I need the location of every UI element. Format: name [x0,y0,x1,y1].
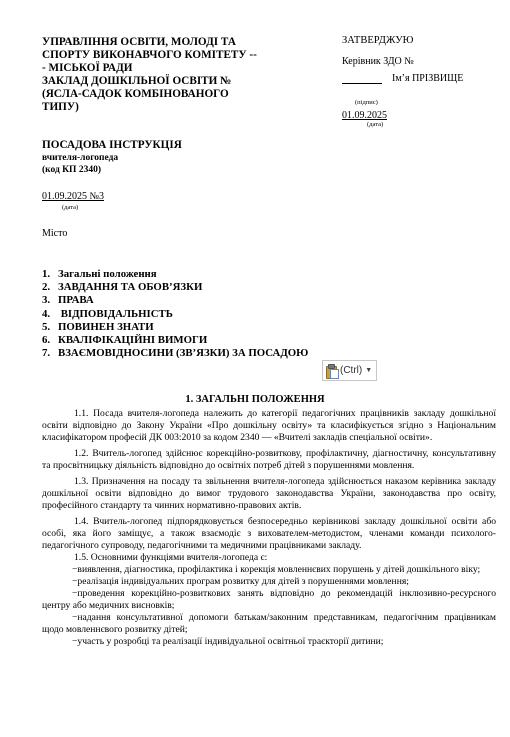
list-item: −проведення корекційно-розвиткових занять відповідно до рекомендацій інклюзивно-ресурсного центру або медичних висновків; [42,588,496,611]
toc-item[interactable]: 2. ЗАВДАННЯ ТА ОБОВ’ЯЗКИ [42,281,203,294]
approval-date-caption: (дата) [367,121,384,128]
list-item: −виявлення, діагностика, профілактика і корекція мовленнєвих порушень у дітей дошкільного віку; [72,564,481,575]
org-line-5: (ЯСЛА-САДОК КОМБІНОВАНОГО [42,88,229,100]
approval-head-label: Керівник ЗДО № [342,56,414,67]
document-date-caption: (дата) [62,204,79,211]
toc-item[interactable]: 3. ПРАВА [42,294,94,307]
section-body [42,408,496,648]
paste-options-label: (Ctrl) [340,365,363,376]
section-title: 1. ЗАГАЛЬНІ ПОЛОЖЕННЯ [185,394,325,405]
org-line-2: СПОРТУ ВИКОНАВЧОГО КОМІТЕТУ -- [42,49,257,61]
paragraph-1-4: 1.4. Вчитель-логопед підпорядковується безпосередньо керівникові закладу дошкільної освіти або особі, яка його заміщує, а також взаємодіє з вихователем-методистом, членами команди психолого-педагогічного супроводу, педагогічними та медичними працівниками закладу. [42,516,496,551]
approval-title: ЗАТВЕРДЖУЮ [342,35,414,46]
document-date-number: 01.09.2025 №3 [42,191,105,202]
paragraph-1-5: 1.5. Основними функціями вчителя-логопеда є: [74,552,268,563]
approval-date: 01.09.2025 [342,110,387,121]
document-position: вчителя-логопеда [42,153,119,163]
paragraph-1-3: 1.3. Призначення на посаду та звільнення вчителя-логопеда здійснюється наказом керівника закладу дошкільної освіти відповідно до вимог трудового законодавства України, законодавства про освіту, професійного стандарту та чинних нормативно-правових актів. [42,476,496,511]
list-item: −участь у розробці та реалізації індивідуальної освітньої траєкторії дитини; [72,636,384,647]
signature-caption: (підпис) [355,99,378,106]
org-line-1: УПРАВЛІННЯ ОСВІТИ, МОЛОДІ ТА [42,36,236,48]
signature-blank [342,75,382,84]
toc-item[interactable]: 5. ПОВИНЕН ЗНАТИ [42,320,154,333]
paragraph-1-1: 1.1. Посада вчителя-логопеда належить до категорії педагогічних працівників закладу дошкільної освіти відповідно до Закону України «Про дошкільну освіту» та класифікується згідно з Національним класифікатором професій ДК 003:2010 за кодом 2340 — «Вчителі закладів спеціальної освіти». [42,408,496,443]
paste-options-button[interactable] [322,360,377,381]
list-item: −реалізація індивідуальних програм розвитку для дітей з порушеннями мовлення; [72,576,409,587]
approval-head [342,56,414,67]
clipboard-icon [325,364,337,378]
toc-item[interactable]: 7. ВЗАЄМОВІДНОСИНИ (ЗВ’ЯЗКИ) ЗА ПОСАДОЮ [42,347,309,360]
table-of-contents [42,268,308,360]
org-line-4: ЗАКЛАД ДОШКІЛЬНОЇ ОСВІТИ № [42,75,232,87]
document-code: (код КП 2340) [42,165,101,175]
toc-item[interactable]: 1. Загальні положення [42,268,157,280]
chevron-down-icon: ▼ [365,367,373,374]
organization-header [42,36,277,114]
document-subtitle [42,152,118,176]
org-line-3: - МІСЬКОЇ РАДИ [42,62,133,74]
list-item: −надання консультативної допомоги батькам/законним представникам, педагогічним працівникам щодо мовленнєвого розвитку дітей; [42,612,496,635]
paragraph-1-2: 1.2. Вчитель-логопед здійснює корекційно-розвиткову, профілактичну, діагностичну, консультативну та просвітницьку діяльність відповідно до освітніх потреб дітей з порушеннями мовлення. [42,448,496,471]
city-label: Місто [42,228,68,239]
document-title: ПОСАДОВА ІНСТРУКЦІЯ [42,139,182,151]
org-line-6: ТИПУ) [42,101,79,113]
approver-name: Ім’я ПРІЗВИЩЕ [392,73,464,84]
toc-item[interactable]: 6. КВАЛІФІКАЦІЙНІ ВИМОГИ [42,334,208,347]
toc-item[interactable]: 4. ВІДПОВІДАЛЬНІСТЬ [42,307,173,320]
signature-line [342,73,463,84]
